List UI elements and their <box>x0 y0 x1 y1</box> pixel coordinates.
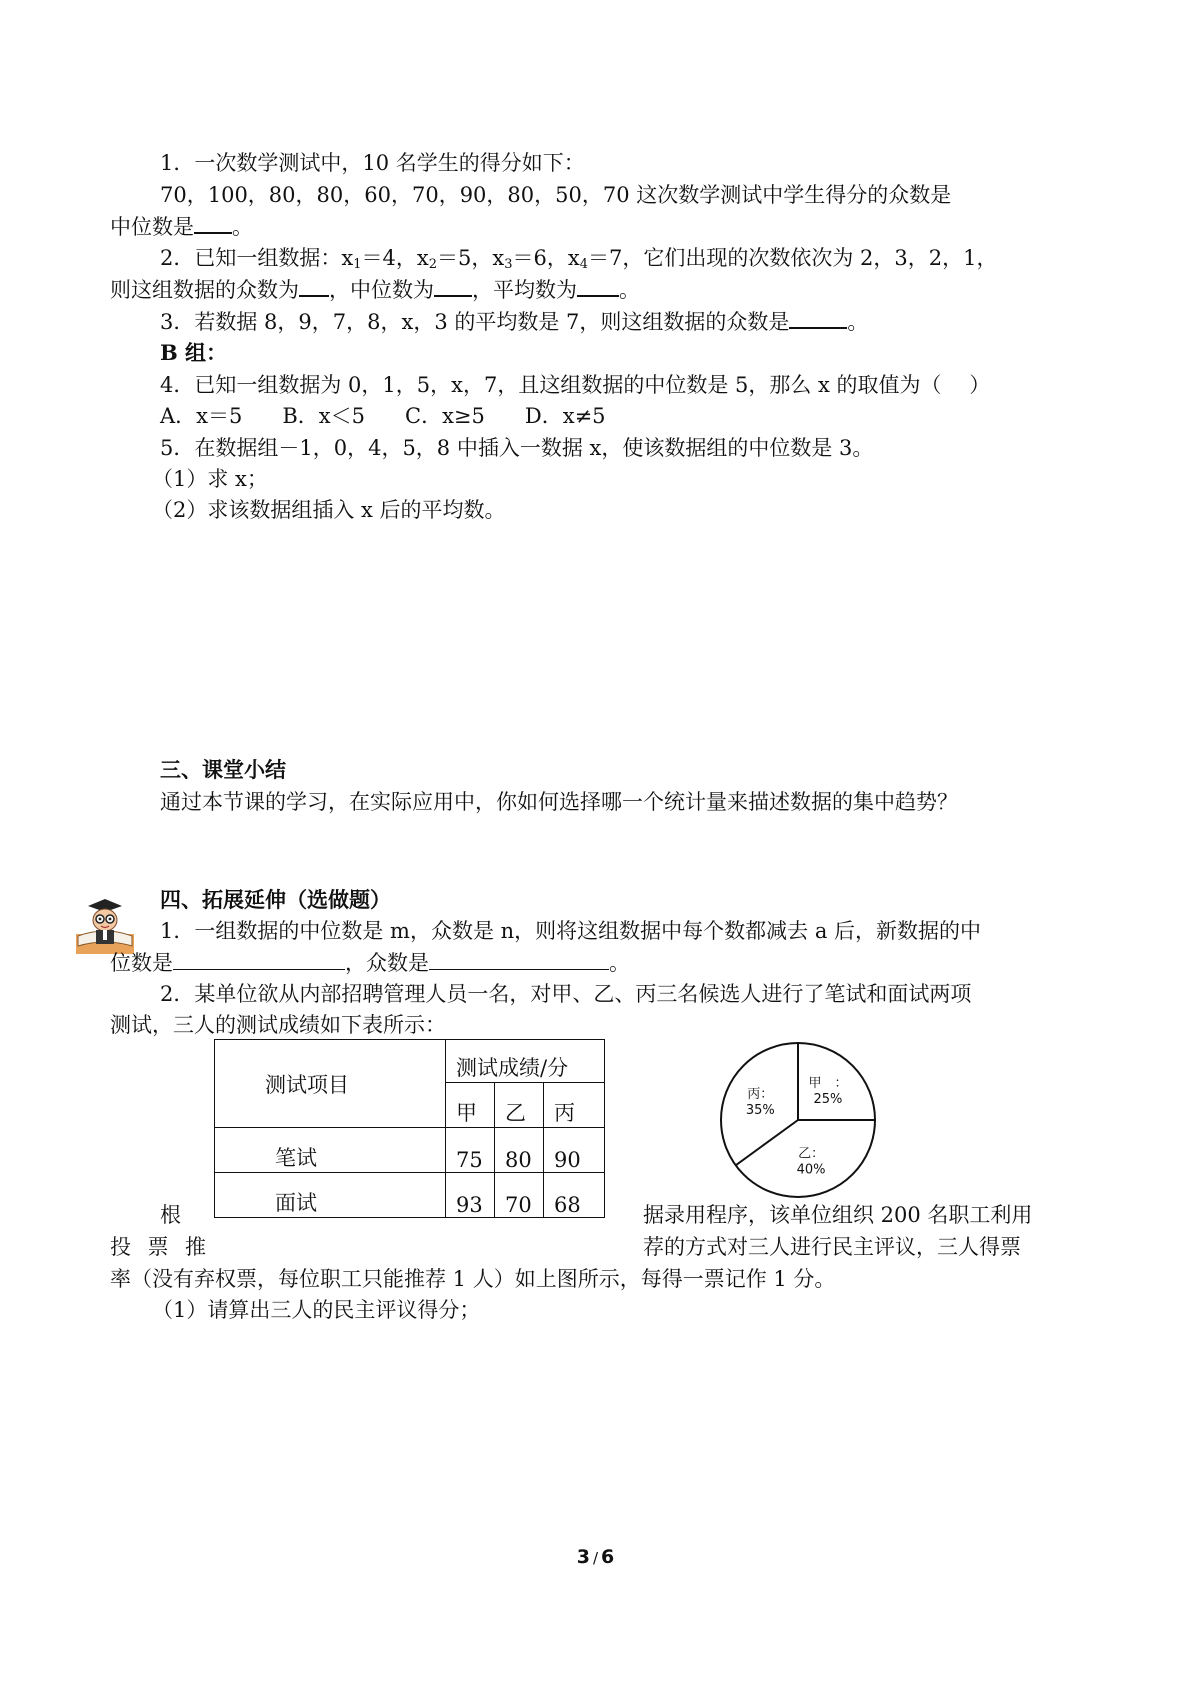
table-cell: 93 <box>446 1173 495 1218</box>
s4-p1-end: 。 <box>609 951 630 975</box>
section3-text: 通过本节课的学习，在实际应用中，你如何选择哪一个统计量来描述数据的集中趋势？ <box>160 790 958 814</box>
q1-median-blank[interactable] <box>194 212 232 234</box>
q4-option-a[interactable]: A．x＝5 <box>160 404 243 428</box>
s4-wrap2-right: 荐的方式对三人进行民主评议，三人得票 <box>643 1235 1021 1259</box>
page-total: 6 <box>601 1546 615 1568</box>
q2-mean-blank[interactable] <box>577 275 619 297</box>
q2-sub3: 3 <box>504 257 513 272</box>
q2-median-blank[interactable] <box>434 275 472 297</box>
q2-prefix: 2．已知一组数据：x <box>160 246 354 270</box>
table-row <box>215 1128 605 1173</box>
pie-slice-label: 甲 ： <box>808 1076 848 1092</box>
table-cell: 75 <box>446 1128 495 1173</box>
s4-mode-blank[interactable] <box>429 949 609 970</box>
q3-text: 3．若数据 8，9，7，8，x，3 的平均数是 7，则这组数据的众数是 <box>160 310 790 334</box>
q2-eq1: ＝4，x <box>361 246 429 270</box>
q2-sub1: 1 <box>353 257 362 272</box>
q2-eq2: ＝5，x <box>437 246 505 270</box>
q2-eq4: ＝7，它们出现的次数依次为 2，3，2，1， <box>588 246 998 270</box>
q1-line2-text: 70，100，80，80，60，70，90，80，50，70 这次数学测试中学生得分的众数是 <box>160 183 952 207</box>
q2-sub4: 4 <box>579 257 588 272</box>
table-row-label: 笔试 <box>215 1128 446 1173</box>
q3-end: 。 <box>847 310 869 334</box>
q3-mode-blank[interactable] <box>789 307 847 329</box>
pie-slice-label: 乙： <box>798 1146 825 1162</box>
s4-wrap2-char: 投 <box>110 1235 131 1259</box>
q4-options <box>160 401 606 431</box>
q1-line2 <box>110 180 1092 210</box>
pie-slice-label: 丙： <box>747 1086 774 1102</box>
pie-slice-percent: 35% <box>745 1102 775 1118</box>
s4-wrap2-left <box>110 1232 206 1262</box>
score-table <box>214 1039 605 1218</box>
s4-wrap2-char: 票 <box>147 1235 169 1259</box>
table-row-label: 面试 <box>215 1173 446 1218</box>
q2-eq3: ＝6，x <box>512 246 580 270</box>
section3-heading: 三、课堂小结 <box>160 757 286 782</box>
q5-part1: （1）求 x； <box>152 467 268 491</box>
s4-wrap2-left-chars <box>110 1232 206 1262</box>
q4-option-c[interactable]: C．x≥5 <box>405 404 485 428</box>
section4-heading: 四、拓展延伸（选做题） <box>160 887 391 912</box>
q1-line1: 1．一次数学测试中，10 名学生的得分如下： <box>160 151 585 175</box>
q4-text: 4．已知一组数据为 0，1，5，x，7，且这组数据的中位数是 5，那么 x 的取值为（ ） <box>160 373 991 397</box>
table-header-bing: 丙 <box>544 1083 605 1128</box>
s4-mode-label: ，众数是 <box>345 951 429 975</box>
s4-median-label: 位数是 <box>110 951 173 975</box>
q1-line3-end: 。 <box>232 215 253 239</box>
s4-p1-line2 <box>110 948 630 978</box>
q3-line <box>160 307 868 337</box>
s4-p1-line1: 1．一组数据的中位数是 m，众数是 n，则将这组数据中每个数都减去 a 后，新数据的中 <box>160 919 982 943</box>
table-header-jia: 甲 <box>446 1083 495 1128</box>
table-cell: 80 <box>495 1128 544 1173</box>
table-cell: 90 <box>544 1128 605 1173</box>
table-cell: 68 <box>544 1173 605 1218</box>
table-row <box>215 1173 605 1218</box>
page-current: 3 <box>576 1546 590 1568</box>
s4-p2-line1: 2．某单位欲从内部招聘管理人员一名，对甲、乙、丙三名候选人进行了笔试和面试两项 <box>160 982 972 1006</box>
q2-line2-end: 。 <box>619 278 640 302</box>
q4-option-d[interactable]: D．x≠5 <box>524 404 606 428</box>
q2-line2 <box>110 275 640 305</box>
q5-part2: （2）求该数据组插入 x 后的平均数。 <box>152 498 506 522</box>
s4-p2-line2: 测试，三人的测试成绩如下表所示： <box>110 1013 446 1037</box>
q1-line3-text: 中位数是 <box>110 215 194 239</box>
q2-median-label: ，中位数为 <box>329 278 434 302</box>
table-cell: 70 <box>495 1173 544 1218</box>
s4-wrap1-right: 据录用程序，该单位组织 200 名职工利用 <box>643 1203 1033 1227</box>
pie-slice-percent: 40% <box>796 1162 826 1178</box>
table-header-item: 测试项目 <box>215 1040 446 1128</box>
group-b-heading: B 组： <box>160 340 228 365</box>
q2-mode-blank[interactable] <box>299 275 329 297</box>
s4-median-blank[interactable] <box>173 949 345 970</box>
vote-rate-pie-chart <box>718 1040 878 1200</box>
table-header-score: 测试成绩/分 <box>446 1040 605 1083</box>
s4-wrap2-char: 推 <box>185 1235 206 1259</box>
q2-mean-label: ，平均数为 <box>472 278 577 302</box>
s4-wrap1-left: 根 <box>160 1203 181 1227</box>
q2-sub2: 2 <box>428 257 437 272</box>
table-header-yi: 乙 <box>495 1083 544 1128</box>
q5-text: 5．在数据组－1，0，4，5，8 中插入一数据 x，使该数据组的中位数是 3。 <box>160 436 874 460</box>
page-number <box>0 1546 1191 1568</box>
pie-slice-percent: 25% <box>813 1092 843 1108</box>
s4-rate-line: 率（没有弃权票，每位职工只能推荐 1 人）如上图所示，每得一票记作 1 分。 <box>110 1267 836 1291</box>
q1-line3 <box>110 212 253 242</box>
q2-mode-label: 则这组数据的众数为 <box>110 278 299 302</box>
s4-part1: （1）请算出三人的民主评议得分； <box>152 1298 481 1322</box>
page-sep: / <box>592 1549 599 1567</box>
q4-option-b[interactable]: B．x＜5 <box>282 404 366 428</box>
